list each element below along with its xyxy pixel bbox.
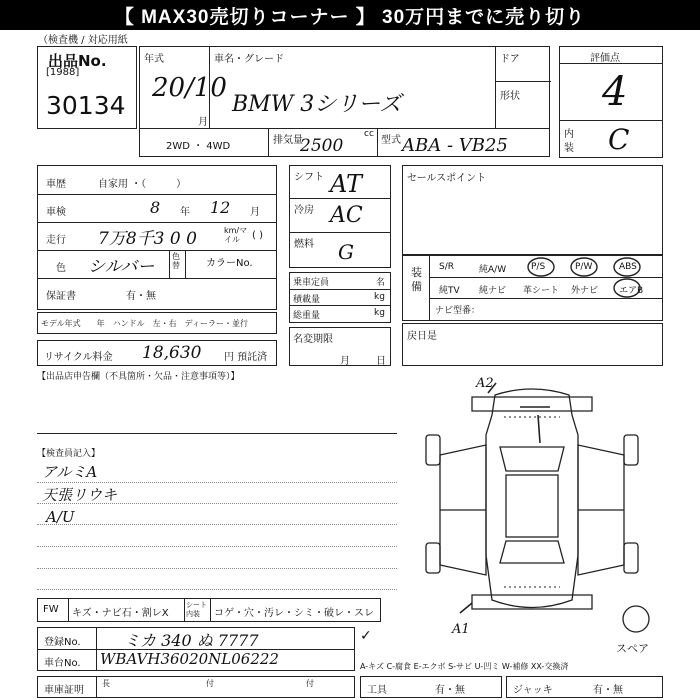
equip-sr: S/R [439, 262, 454, 272]
inspector-note-2: 天張リウキ [42, 486, 118, 504]
shift-label: シフト [294, 172, 324, 183]
tools-box [360, 676, 502, 698]
equip-abs: ABS [619, 262, 637, 272]
registration-box [37, 627, 355, 671]
certificate-item-3: 付 [306, 679, 314, 688]
lot-number: 30134 [46, 91, 126, 120]
jack-label: ジャッキ [513, 685, 553, 696]
color-change-label: 色替 [172, 252, 180, 270]
fw-text-1: キズ・ナビ石・割レX [72, 608, 169, 619]
spare-label: スペア [616, 642, 649, 655]
warranty-value: 有・無 [126, 291, 156, 302]
capacity-label-0: 乗車定員 [293, 278, 330, 288]
name-change-label: 名変期限 [293, 334, 333, 345]
year-value: 20/10 [152, 73, 227, 103]
model-value: ABA - VB25 [402, 135, 508, 156]
car-label: 車名・グレード [214, 54, 284, 65]
jack-box [506, 676, 663, 698]
return-box [402, 323, 663, 366]
recycle-row [37, 340, 277, 366]
color-label: 色 [56, 263, 66, 274]
sales-point-label: セールスポイント [407, 173, 487, 184]
warranty-label: 保証書 [46, 291, 76, 302]
header-banner: 【 MAX30売切りコーナー 】 30万円までに売り切り [0, 0, 700, 30]
fuel-value: G [338, 240, 354, 264]
color-code-label: カラーNo. [206, 258, 253, 269]
score-label: 評価点 [590, 53, 620, 64]
capacity-unit-0: 名 [376, 278, 386, 288]
capacity-unit-1: kg [374, 292, 385, 302]
color-value: シルバー [88, 257, 155, 277]
displacement-label: 排気量 [273, 135, 303, 146]
name-change-unit: 月 [340, 356, 350, 367]
sales-point-box [402, 165, 663, 255]
year-suffix: 月 [198, 117, 208, 128]
equip-leather: 革シート [523, 286, 560, 296]
displacement-value: 2500 [300, 136, 344, 156]
certificate-label: 車庫証明 [44, 685, 84, 696]
spec-row [139, 128, 550, 157]
tools-label: 工具 [367, 685, 387, 696]
name-change-unit2: 日 [376, 356, 386, 367]
model-year-row [37, 312, 277, 334]
vehicle-box [139, 46, 550, 129]
equip-ext-navi: 外ナビ [571, 286, 599, 296]
top-note: （検査機 / 対応用紙 [38, 35, 128, 46]
equipment-label: 装備 [411, 266, 422, 293]
equip-ps: P/S [531, 262, 546, 272]
score-box [559, 46, 663, 158]
name-change-box [289, 327, 391, 366]
car-damage-diagram [400, 375, 665, 645]
return-label: 戻日是 [407, 331, 437, 342]
capacity-label-1: 積載量 [293, 295, 321, 305]
history-box [37, 165, 277, 310]
interior-label-1: 内 [564, 129, 574, 140]
diagram-label-a2: A2 [476, 376, 494, 391]
year-label: 年式 [144, 54, 164, 65]
car-value: BMW 3シリーズ [232, 92, 402, 117]
diagram-label-a1: A1 [452, 622, 470, 637]
equip-airbag: エアB [619, 286, 644, 296]
recycle-value: 18,630 [142, 343, 202, 363]
fuel-label: 燃料 [294, 239, 314, 250]
ac-value: AC [330, 203, 363, 228]
notice-label: 【出品店申告欄（不具箇所・欠品・注意事項等）】 [37, 372, 240, 382]
check-mark: ✓ [360, 628, 372, 644]
drive-type: 2WD ・ 4WD [166, 141, 231, 152]
capacity-unit-2: kg [374, 308, 385, 318]
inspection-year: 8 [150, 198, 161, 217]
history-value: 自家用 ・（ ） [98, 179, 187, 190]
displacement-unit: cc [364, 129, 374, 139]
score-value: 4 [602, 69, 628, 115]
fw-seat-label: シート内装 [186, 601, 207, 618]
equip-aw: 純A/W [479, 265, 507, 275]
lot-label: 出品No. [48, 52, 107, 70]
damage-legend: A-キズ C-腐食 E-エクボ S-サビ U-凹ミ W-補修 XX-交換済 [360, 662, 569, 671]
fw-row [37, 598, 381, 622]
navi-model-label: ナビ型番： [435, 306, 481, 316]
capacity-label-2: 総重量 [293, 311, 321, 321]
fw-text-2: コゲ・穴・汚レ・シミ・破レ・スレ [214, 608, 374, 619]
capacity-box [289, 272, 391, 323]
equip-pw: P/W [575, 262, 593, 272]
mileage-label: 走行 [46, 235, 66, 246]
equipment-box [402, 255, 663, 321]
jack-value: 有・無 [593, 685, 623, 696]
shift-value: AT [330, 170, 363, 198]
lot-small: [1988] [46, 67, 80, 78]
door-label: ドア [500, 54, 520, 65]
inspector-label: 【検査員記入】 [37, 449, 101, 459]
equip-navi: 純ナビ [479, 286, 507, 296]
certificate-item-1: 長 [102, 679, 110, 688]
recycle-unit: 円 預託済 [224, 352, 268, 363]
tools-value: 有・無 [435, 685, 465, 696]
inspection-month-unit: 月 [250, 207, 260, 218]
lot-box [37, 46, 137, 129]
inspector-note-3: A/U [46, 508, 75, 526]
inspection-year-unit: 年 [180, 207, 190, 218]
mileage-tail: ( ) [252, 230, 263, 241]
certificate-row [37, 676, 355, 698]
equipment-circle-marks [403, 256, 662, 320]
mileage-unit: km/マイル [224, 226, 248, 244]
shape-label: 形状 [500, 91, 520, 102]
inspector-note-1: アルミA [42, 463, 98, 481]
mileage-value: 7万8千3 0 0 [98, 229, 197, 249]
history-label: 車歴 [46, 179, 66, 190]
recycle-label: リサイクル料金 [44, 352, 113, 363]
interior-label-2: 装 [564, 143, 574, 154]
inspection-month: 12 [210, 198, 231, 217]
registration-value: ミカ 340 ぬ 7777 [124, 631, 259, 650]
inspection-label: 車検 [46, 207, 66, 218]
registration-label: 登録No. [44, 637, 81, 648]
ac-label: 冷房 [294, 205, 314, 216]
equip-tv: 純TV [439, 286, 460, 296]
interior-value: C [608, 123, 630, 156]
model-label: 型式 [381, 135, 401, 146]
fw-label: FW [43, 604, 59, 615]
model-year-text: モデル年式 年 ハンドル 左・右 ディーラー・並行 [41, 319, 248, 328]
chassis-label: 車台No. [44, 658, 81, 669]
chassis-value: WBAVH36020NL06222 [100, 650, 279, 668]
certificate-item-2: 付 [206, 679, 214, 688]
shift-box [289, 165, 391, 268]
